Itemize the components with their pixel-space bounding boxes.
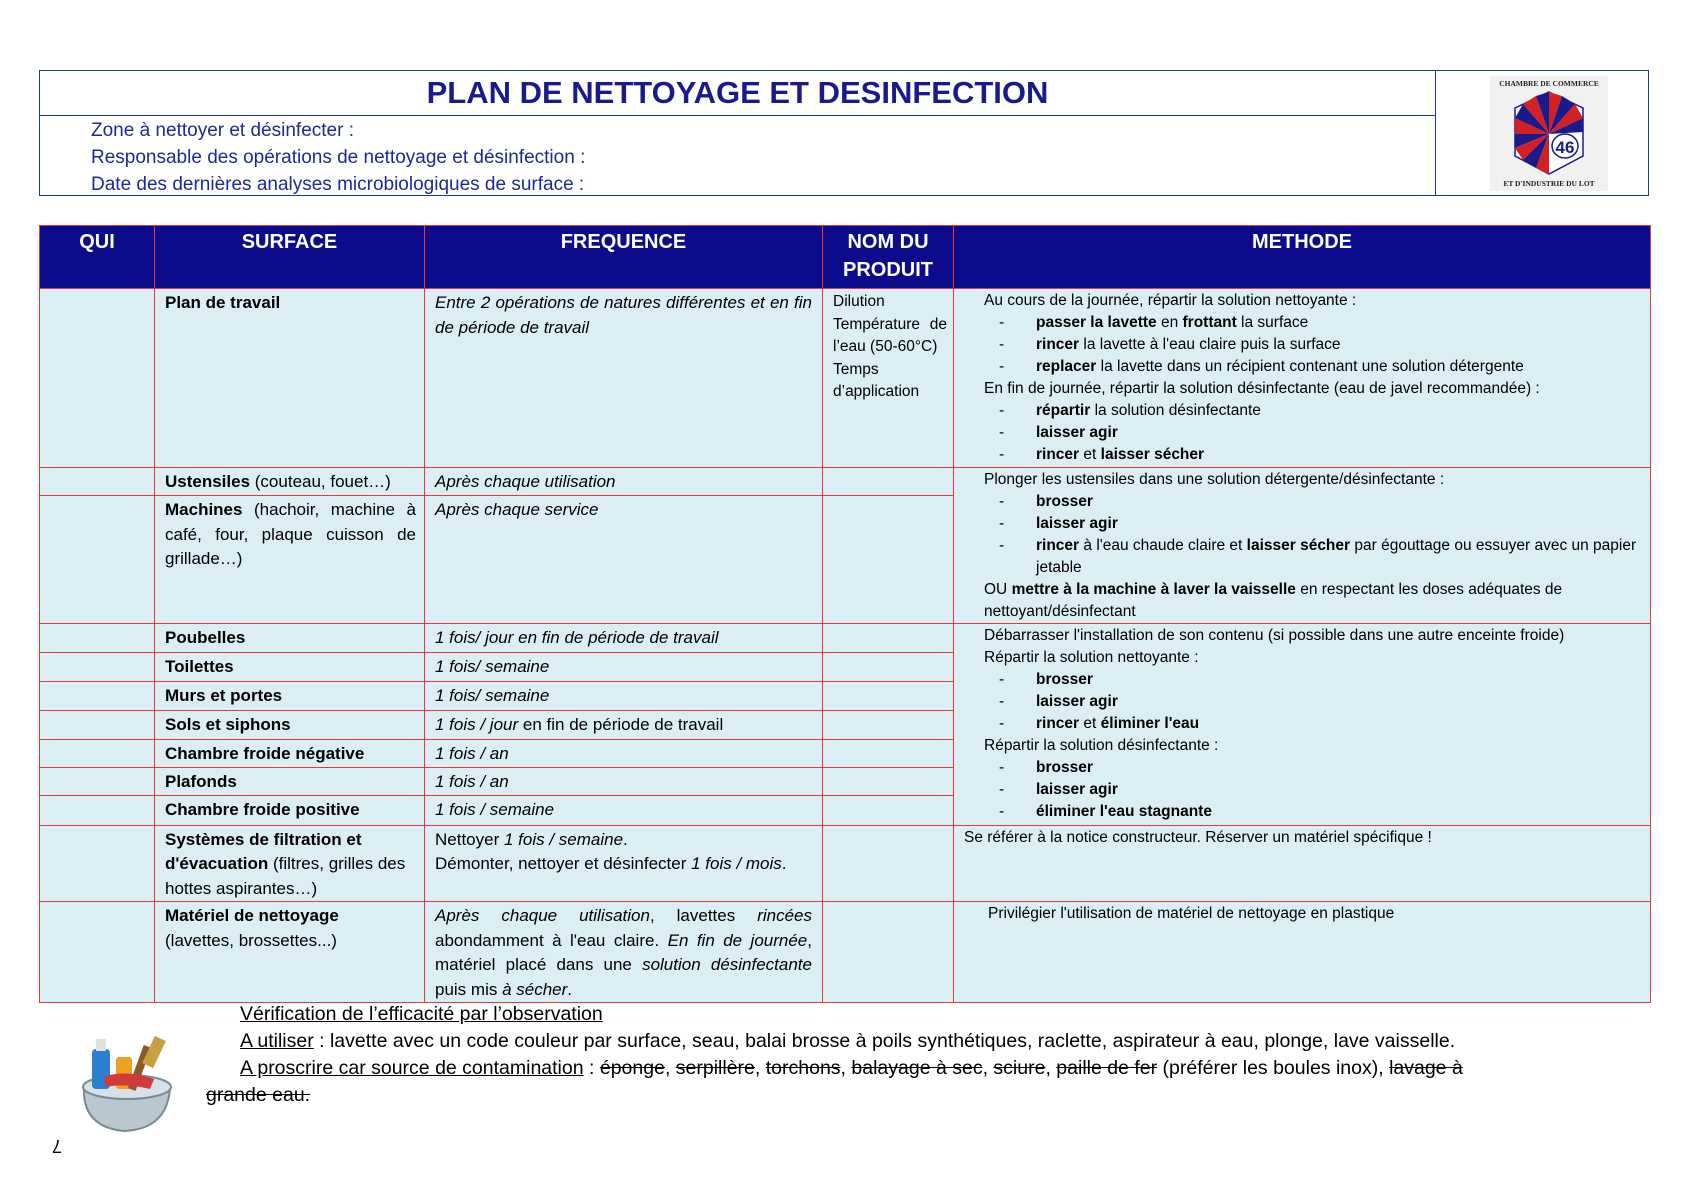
cci-logo [1452, 71, 1646, 195]
qui-cell [40, 468, 155, 496]
methode-cell: Débarrasser l'installation de son contenu (si possible dans une autre enceinte froide) Répartir la solution nettoyante : - brosser - laisser agir - rincer et éliminer l'eau Répartir la solution désinfectante : - brosser - laisser agir - éliminer l'eau stagnante [954, 624, 1651, 826]
qui-cell [40, 825, 155, 902]
frequence-cell: 1 fois/ semaine [425, 682, 823, 711]
table-row [40, 902, 1651, 1003]
date-line: Date des dernières analyses microbiologiques de surface : [91, 174, 585, 195]
surface-cell: Machines (hachoir, machine à café, four, plaque cuisson de grillade…) [155, 496, 425, 624]
frequence-cell: 1 fois / semaine [425, 795, 823, 825]
zone-line: Zone à nettoyer et désinfecter : [91, 120, 354, 141]
a-proscrire-line: A proscrire car source de contamination : éponge, serpillère, torchons, balayage à sec, sciure, paille de fer (préférer les boules inox), lavage à [240, 1057, 1463, 1079]
surface-cell: Sols et siphons [155, 711, 425, 740]
col-methode: METHODE [954, 226, 1651, 289]
surface-cell: Poubelles [155, 624, 425, 653]
methode-cell: Plonger les ustensiles dans une solution détergente/désinfectante : - brosser - laisser agir - rincer à l'eau chaude claire et laisser sécher par égouttage ou essuyer avec un papier jetable OU mettre à la machine à laver la vaisselle en respectant les doses adéquates de nettoyant/désinfectant [954, 468, 1651, 624]
surface-cell: Chambre froide positive [155, 795, 425, 825]
qui-cell [40, 624, 155, 653]
col-qui: QUI [40, 226, 155, 289]
a-utiliser-line: A utiliser : lavette avec un code couleur par surface, seau, balai brosse à poils synthétiques, raclette, aspirateur à eau, plonge, lave vaisselle. [240, 1030, 1456, 1052]
qui-cell [40, 682, 155, 711]
frequence-cell: 1 fois / jour en fin de période de travail [425, 711, 823, 740]
produit-cell [823, 767, 954, 795]
produit-cell [823, 624, 954, 653]
produit-cell [823, 496, 954, 624]
produit-cell [823, 902, 954, 1003]
frequence-cell: 1 fois / an [425, 740, 823, 768]
produit-cell [823, 740, 954, 768]
produit-cell: Dilution Température de l’eau (50-60°C) Temps d’application [823, 289, 954, 468]
frequence-cell: Nettoyer 1 fois / semaine. Démonter, nettoyer et désinfecter 1 fois / mois. [425, 825, 823, 902]
produit-cell [823, 653, 954, 682]
qui-cell [40, 767, 155, 795]
surface-cell: Chambre froide négative [155, 740, 425, 768]
methode-cell: Privilégier l'utilisation de matériel de nettoyage en plastique [954, 902, 1651, 1003]
methode-cell: Se référer à la notice constructeur. Réserver un matériel spécifique ! [954, 825, 1651, 902]
qui-cell [40, 902, 155, 1003]
page-number: 7 [52, 1136, 63, 1156]
logo-number: 46 [1555, 137, 1575, 157]
footer [0, 1000, 1682, 1190]
surface-cell: Systèmes de filtration et d'évacuation (filtres, grilles des hottes aspirantes…) [155, 825, 425, 902]
frequence-cell: Après chaque utilisation, lavettes rincées abondamment à l'eau claire. En fin de journée, matériel placé dans une solution désinfectante puis mis à sécher. [425, 902, 823, 1003]
col-frequence: FREQUENCE [425, 226, 823, 289]
a-proscrire-line-2: grande eau. [206, 1084, 311, 1106]
logo-top-text: CHAMBRE DE COMMERCE [1499, 78, 1599, 88]
table-row [40, 624, 1651, 653]
table-row [40, 825, 1651, 902]
surface-cell: Toilettes [155, 653, 425, 682]
frequence-cell: 1 fois/ jour en fin de période de travail [425, 624, 823, 653]
surface-cell: Matériel de nettoyage (lavettes, brossettes...) [155, 902, 425, 1003]
col-produit: NOM DU PRODUIT [823, 226, 954, 289]
qui-cell [40, 653, 155, 682]
frequence-cell: Après chaque utilisation [425, 468, 823, 496]
page-title: PLAN DE NETTOYAGE ET DESINFECTION [40, 71, 1435, 116]
qui-cell [40, 740, 155, 768]
logo-emblem-icon [1490, 76, 1608, 191]
qui-cell [40, 795, 155, 825]
qui-cell [40, 711, 155, 740]
frequence-cell: 1 fois/ semaine [425, 653, 823, 682]
table-header-row [40, 226, 1651, 289]
col-surface: SURFACE [155, 226, 425, 289]
methode-cell: Au cours de la journée, répartir la solution nettoyante : - passer la lavette en frottant la surface - rincer la lavette à l'eau claire puis la surface - replacer la lavette dans un récipient contenant une solution détergente En fin de journée, répartir la solution désinfectante (eau de javel recommandée) : - répartir la solution désinfectante - laisser agir - rincer et laisser sécher [954, 289, 1651, 468]
frequence-cell: 1 fois / an [425, 767, 823, 795]
header-main [40, 71, 1436, 195]
qui-cell [40, 496, 155, 624]
surface-cell: Murs et portes [155, 682, 425, 711]
surface-cell: Plafonds [155, 767, 425, 795]
table-row [40, 468, 1651, 496]
frequence-cell: Après chaque service [425, 496, 823, 624]
cleaning-supplies-icon [64, 1017, 192, 1137]
responsable-line: Responsable des opérations de nettoyage et désinfection : [91, 147, 586, 168]
table-row [40, 289, 1651, 468]
produit-cell [823, 795, 954, 825]
header-box [39, 70, 1649, 196]
cleaning-plan-table [39, 225, 1651, 1003]
frequence-cell: Entre 2 opérations de natures différentes et en fin de période de travail [425, 289, 823, 468]
produit-cell [823, 468, 954, 496]
verification-title: Vérification de l’efficacité par l’observation [240, 1003, 603, 1025]
surface-cell: Plan de travail [155, 289, 425, 468]
qui-cell [40, 289, 155, 468]
produit-cell [823, 711, 954, 740]
produit-cell [823, 825, 954, 902]
produit-cell [823, 682, 954, 711]
logo-bottom-text: ET D'INDUSTRIE DU LOT [1503, 178, 1595, 188]
surface-cell: Ustensiles (couteau, fouet…) [155, 468, 425, 496]
